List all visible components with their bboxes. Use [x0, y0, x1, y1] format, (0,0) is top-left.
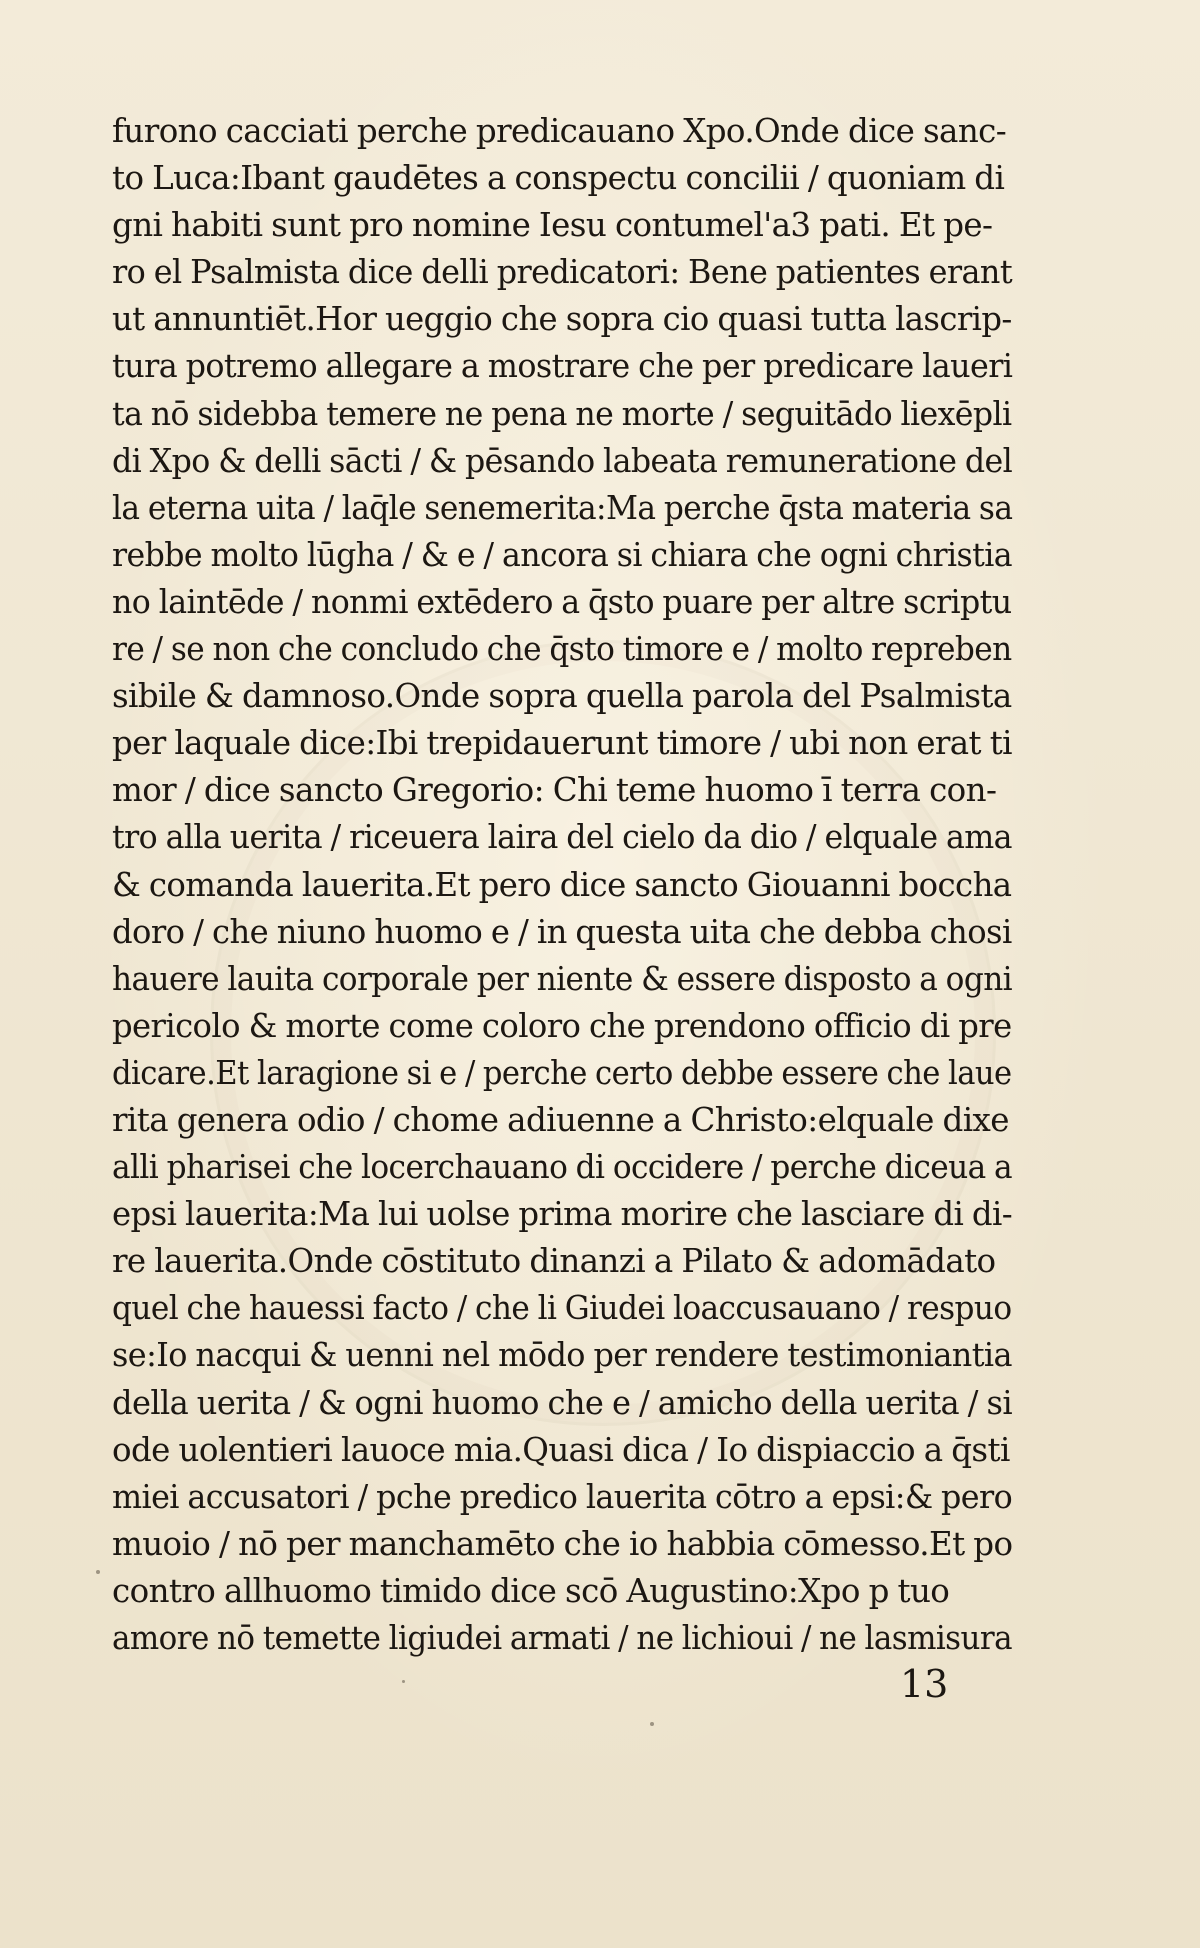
text-line: ta nō sidebba temere ne pena ne morte / seguitādo liexēpli: [112, 394, 1012, 433]
ink-speck: [402, 1680, 405, 1683]
text-line: ode uolentieri lauoce mia.Quasi dica / Io dispiaccio a q̄sti: [112, 1430, 1010, 1469]
text-line: to Luca:Ibant gaudētes a conspectu concilii / quoniam di: [112, 159, 1005, 198]
text-line: miei accusatori / pche predico lauerita cōtro a epsi:& pero: [112, 1477, 1013, 1516]
text-line: muoio / nō per manchamēto che io habbia cōmesso.Et po: [112, 1524, 1013, 1563]
text-line: gni habiti sunt pro nomine Iesu contumel'a3 pati. Et pe-: [112, 206, 993, 245]
text-line: tura potremo allegare a mostrare che per predicare laueri: [112, 347, 1013, 386]
text-line: tro alla uerita / riceuera laira del cielo da dio / elquale ama: [112, 818, 1012, 857]
text-line: se:Io nacqui & uenni nel mōdo per rendere testimoniantia: [112, 1336, 1012, 1375]
text-line: dicare.Et laragione si e / perche certo debbe essere che laue: [112, 1053, 1012, 1092]
text-line: re lauerita.Onde cōstituto dinanzi a Pilato & adomādato: [112, 1242, 996, 1281]
text-line: amore nō temette ligiudei armati / ne lichioui / ne lasmisura: [112, 1619, 1012, 1657]
text-line: sibile & damnoso.Onde sopra quella parola del Psalmista: [112, 677, 1012, 716]
folio-number: 13: [900, 1662, 949, 1706]
text-line: ut annuntiēt.Hor ueggio che sopra cio quasi tutta lascrip-: [112, 300, 1012, 339]
text-line: alli pharisei che locerchauano di occidere / perche diceua a: [112, 1148, 1013, 1187]
text-line: no laintēde / nonmi extēdero a q̄sto puare per altre scriptu: [112, 582, 1012, 621]
text-block: [112, 108, 1012, 1662]
text-line: rebbe molto lūgha / & e / ancora si chiara che ogni christia: [112, 535, 1013, 574]
text-line: & comanda lauerita.Et pero dice sancto Giouanni boccha: [112, 865, 1012, 904]
text-line: re / se non che concludo che q̄sto timore e / molto repreben: [112, 630, 1012, 669]
text-line: contro allhuomo timido dice scō Augustino:Xpo p tuo: [112, 1571, 950, 1610]
text-line: rita genera odio / chome adiuenne a Christo:elquale dixe: [112, 1100, 1009, 1139]
text-line: della uerita / & ogni huomo che e / amicho della uerita / si: [112, 1383, 1013, 1422]
text-line: epsi lauerita:Ma lui uolse prima morire che lasciare di di-: [112, 1195, 1013, 1234]
ink-speck: [96, 1570, 100, 1574]
text-line: furono cacciati perche predicauano Xpo.Onde dice sanc-: [112, 112, 1007, 150]
text-line: di Xpo & delli sācti / & pēsando labeata remuneratione del: [112, 441, 1013, 480]
text-line: mor / dice sancto Gregorio: Chi teme huomo ī terra con-: [112, 771, 997, 810]
ink-speck: [650, 1722, 654, 1726]
text-line: ro el Psalmista dice delli predicatori: Bene patientes erant: [112, 253, 1013, 292]
text-line: quel che hauessi facto / che li Giudei loaccusauano / respuo: [112, 1289, 1012, 1328]
text-line: per laquale dice:Ibi trepidauerunt timore / ubi non erat ti: [112, 724, 1012, 763]
text-line: la eterna uita / laq̄le senemerita:Ma perche q̄sta materia sa: [112, 488, 1013, 527]
text-line: doro / che niuno huomo e / in questa uita che debba chosi: [112, 912, 1012, 951]
text-line: pericolo & morte come coloro che prendono officio di pre: [112, 1006, 1012, 1045]
text-line: hauere lauita corporale per niente & essere disposto a ogni: [112, 959, 1013, 998]
